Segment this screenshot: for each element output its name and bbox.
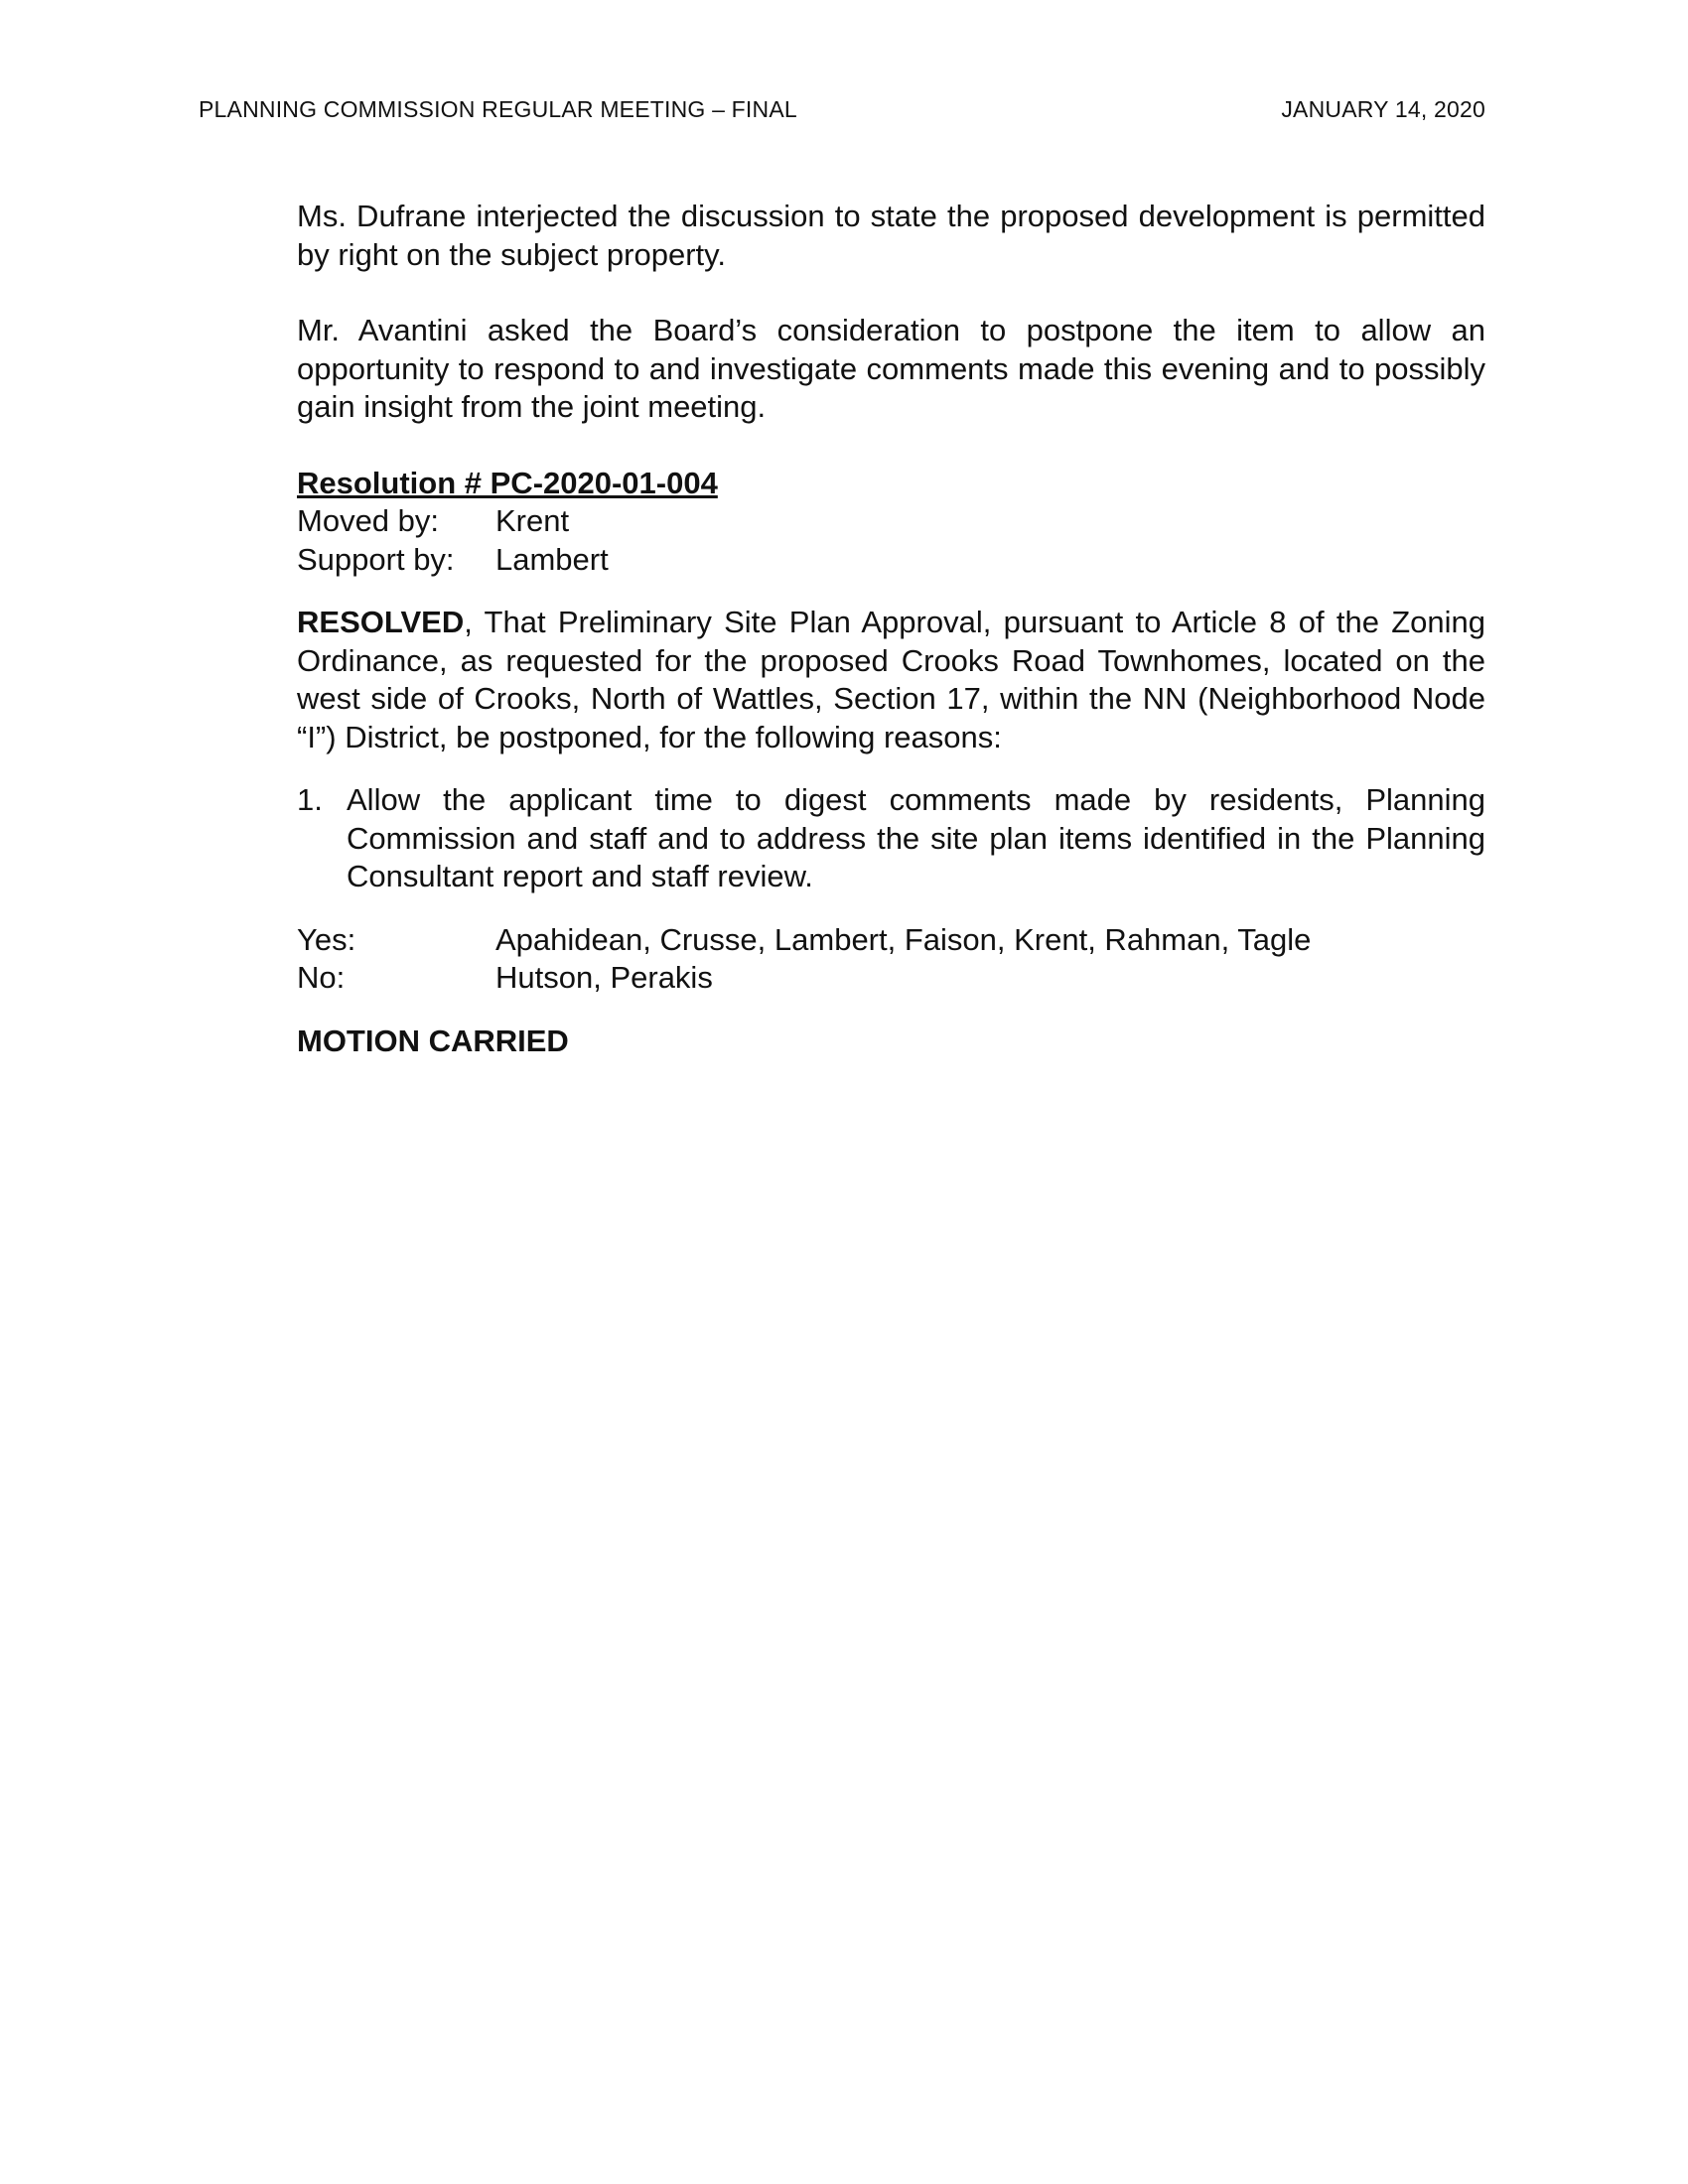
moved-by-value: Krent <box>495 503 570 538</box>
vote-yes-label: Yes: <box>297 921 356 957</box>
resolved-lead: RESOLVED <box>297 605 465 639</box>
resolution-title: Resolution # PC-2020-01-004 <box>297 465 718 500</box>
paragraph-dufrane: Ms. Dufrane interjected the discussion to state the proposed development is permitted by right on the subject property. <box>297 199 1485 272</box>
support-by-label: Support by: <box>297 541 455 577</box>
header-meeting-date: JANUARY 14, 2020 <box>1281 96 1485 122</box>
list-item <box>297 781 1485 896</box>
resolved-text: , That Preliminary Site Plan Approval, pursuant to Article 8 of the Zoning Ordinance, as requested for the proposed Crooks Road Townhomes, located on the west side of Crooks, North of Wattles, Section 17, within the NN (Neighborhood Node “I”) District, be postponed, for the following reasons: <box>297 605 1485 754</box>
list-item-number: 1. <box>297 782 323 817</box>
resolved-paragraph <box>297 604 1485 756</box>
list-item-text: Allow the applicant time to digest comments made by residents, Planning Commission and staff and to address the site plan items identified in the Planning Consultant report and staff review. <box>347 782 1485 893</box>
paragraph-avantini: Mr. Avantini asked the Board’s consideration to postpone the item to allow an opportunity to respond to and investigate comments made this evening and to possibly gain insight from the joint meeting. <box>297 313 1485 424</box>
support-by-value: Lambert <box>495 541 609 577</box>
vote-no-label: No: <box>297 960 346 995</box>
vote-no-row <box>297 959 1485 998</box>
motion-outcome: MOTION CARRIED <box>297 1023 569 1058</box>
document-body <box>297 198 1485 1060</box>
vote-yes-row <box>297 921 1485 960</box>
vote-yes-names: Apahidean, Crusse, Lambert, Faison, Krent, Rahman, Tagle <box>495 921 1312 957</box>
header-meeting-title: PLANNING COMMISSION REGULAR MEETING – FINAL <box>199 96 797 122</box>
vote-no-names: Hutson, Perakis <box>495 960 713 995</box>
moved-by-label: Moved by: <box>297 503 440 538</box>
support-by-row <box>297 541 1485 580</box>
moved-by-row <box>297 502 1485 541</box>
